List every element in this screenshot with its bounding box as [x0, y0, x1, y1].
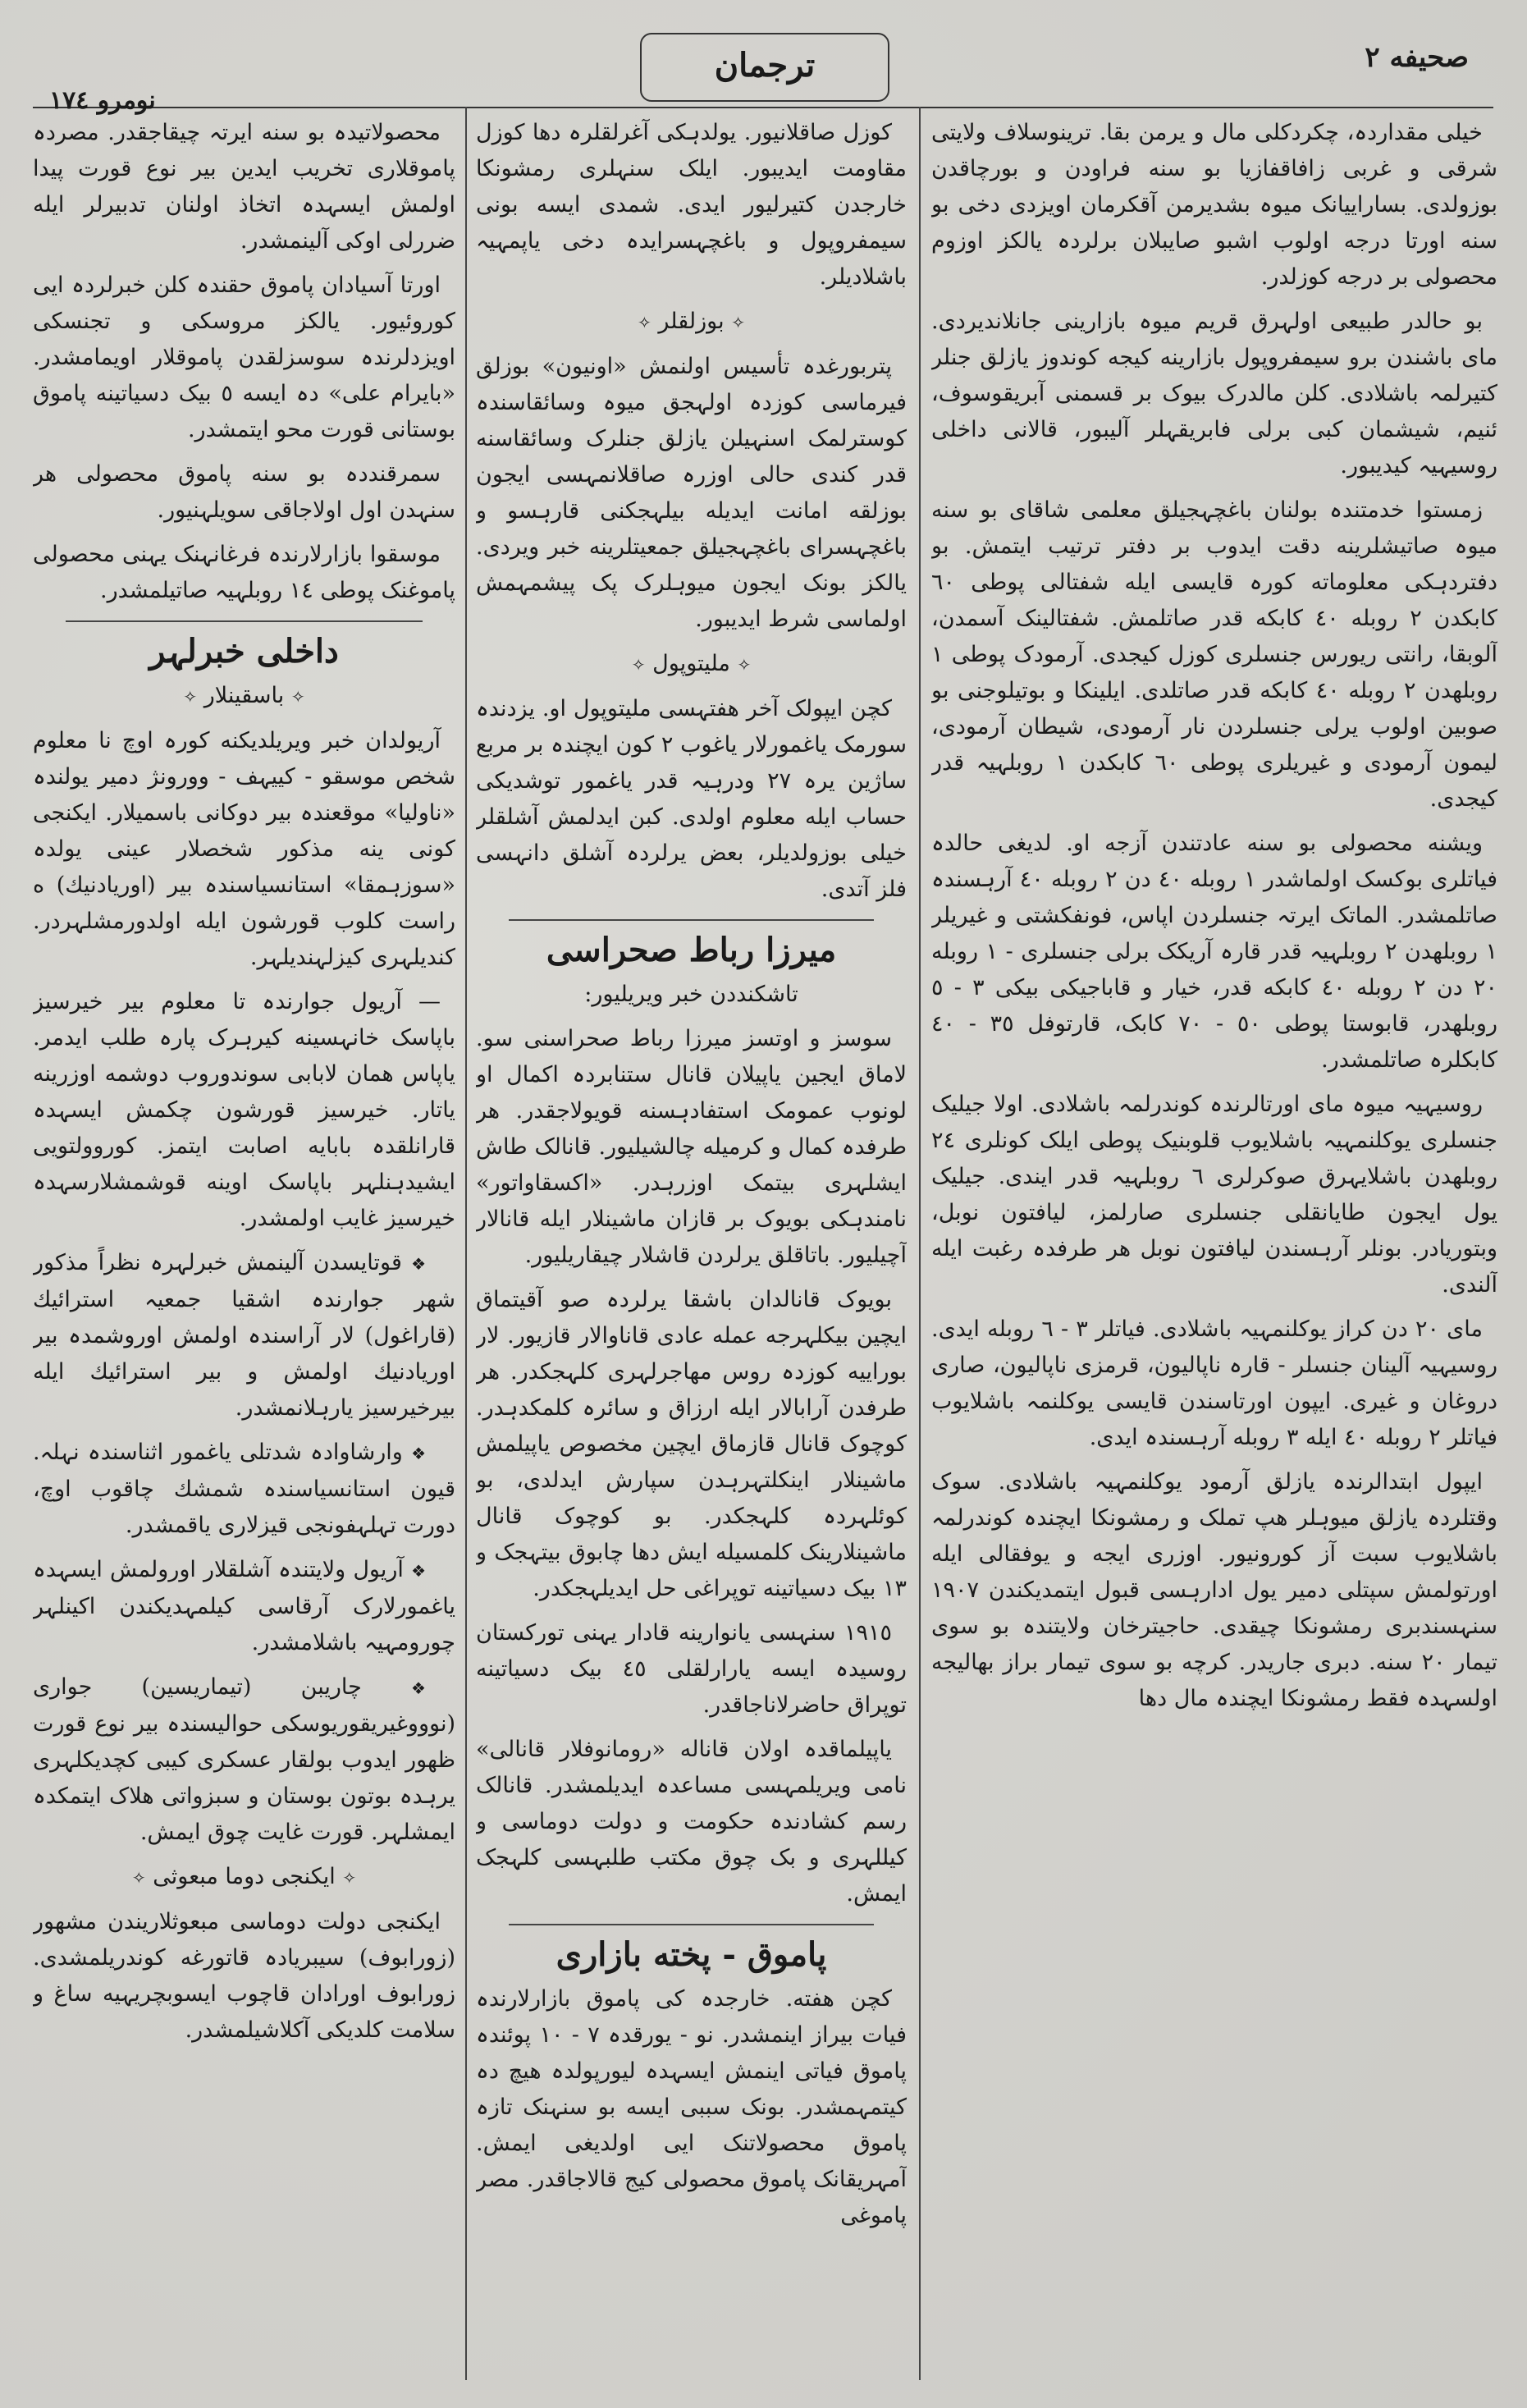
paragraph: ایکنجی دولت دوماسی مبعوثلاریندن مشهور (زورابوف) سیبریادہ قاتورغه کوندریلمشدی. زورابوف اورادان قاچوب ایسوبچریہیه ساغ و سلامت کلدیکی آکلاشیلمشدر. — [33, 1909, 455, 2043]
ornament-icon: ✧ — [131, 1868, 146, 1888]
section-heading-text: باسقینلار — [203, 683, 285, 708]
paragraph — [33, 1245, 455, 1426]
article-headline: میرزا رباط صحراسی — [546, 931, 837, 969]
paragraph — [33, 1435, 455, 1544]
paragraph-text: آریول ولایتندہ آشلقلار اورولمش ایسہدہ یاغمورلارک آرقاسی کیلمہدیکندن اکینلہر چورومہیہ باشلامشدر. — [33, 1557, 455, 1655]
paragraph: — آریول جوارندہ تا معلوم بیر خیرسیز باپاسک خانہسینه کیرہرک پارہ طلب ایدمر. یاپاس همان لابابی سوندوروب دوشمه اوزرینه یاتار. خیرسیز قورشون چکمش ایسہدہ قارانلقدہ بابایه اصابت ایتمز. کوروولتویی ایشیدہنلہر باپاسک اوینه قوشمشلارسہدہ خیرسیز غایب اولمشدر. — [33, 989, 455, 1231]
issue-number: نومرو ۱۷٤ — [49, 86, 156, 115]
bullet-ornament-icon: ❖ — [411, 1561, 426, 1581]
article-subhead: تاشکنددن خبر ویریلیور: — [584, 982, 798, 1007]
column-left — [33, 115, 455, 2380]
paragraph: آریولدان خبر ویریلدیکنه کورہ اوچ نا معلوم شخص موسقو - کییہف - وورونژ دمیر یولندہ «ناولیا» موقعندہ بیر دوکانی باسمیلار. ایکنجی کونی ینه مذکور شخصلار عینی یولدہ «سوزہمقا» استانسیاسندہ بیر (اوریادنیك) ه راست کلوب قورشون ایله اولدورمشلہردر. کندیلہری کیزلہندیلہر. — [33, 728, 455, 970]
paragraph: ایپول ابتدالرندہ یازلق آرمود یوکلنمہیہ باشلادی. سوک وقتلردہ یازلق میوہلر هپ تملک و رمشونکا ایچندہ کوندرلمہ باشلایوب سبت آز کورونیور. اوزری ایجه و یوفقالی ایله اورتولمش سپتلی دمیر یول ادارہسی قبول ایتمدیکندن ۱۹۰۷ سنہسندبری رمشونکا چیقدی. حاجیترخان ولایتندہ بو سوی تیمار ۲۰ سنه. دبری جاریدر. کرچه بو سوی تیمار براز بهالیجه اولسہدہ فقط رمشونکا ایچندہ مال دها — [931, 1469, 1497, 1711]
paragraph: یاپیلماقدہ اولان قاناله «رومانوفلار قانالی» نامی ویریلمہسی مساعدہ ایدیلمشدر. قانالک رسم کشادندہ حکومت و دولت دوماسی و کیللہری و بک چوق مکتب طلبہسی کلہجک ایمش. — [476, 1737, 907, 1907]
section-rule — [66, 620, 423, 622]
issue-row — [33, 78, 1493, 119]
bullet-ornament-icon: ❖ — [411, 1254, 426, 1274]
paragraph: کوزل صاقلانیور. یولدہکی آغرلقلرہ دها کوزل مقاومت ایدیبور. ایلک سنہلری رمشونکا خارجدن کتیرلیور ایدی. شمدی ایسه بونی سیمفروپول و باغچہسرایدہ دخی یاپمہیہ باشلادیلر. — [476, 120, 907, 290]
column-right — [931, 115, 1497, 2380]
paragraph-text: وارشاوادہ شدتلی یاغمور اثناسندہ نہلہ. قیون استانسیاسندہ شمشك چاقوب اوچ، دورت تہلہفونجی قیزلاری یاقمشدر. — [33, 1440, 455, 1538]
column-middle — [476, 115, 907, 2380]
paragraph: ۱۹۱٥ سنہسی یانوارینه قادار یہنی توركستان روسیدہ ایسه یارارلقلی ٤٥ بیک دسیاتینه توپراق حاضرلاناجاقدر. — [476, 1620, 907, 1718]
paragraph: بویوک قانالدان باشقا یرلردہ صو آقیتماق ایچین بیکلہرجه عمله عادی قاناوالار قازیور. لار بوراییه کوزدہ روس مهاجرلہری کلہجکدر. هر طرفدن آرابالار ایله ارزاق و سائرہ کلمکدہدر. کوچوک قانال قازماق ایچین مخصوص یاپیلمش ماشینلار اینکلتہرہدن سپارش ایدلدی، بو کوئلہردہ کلہجکدر. بو کوچوک قانال ماشینلارینک کلمسیله ایش دها چابوق بیتہجک و ۱۳ بیک دسیاتینه توپراغی حل ایدیلہجکدر. — [476, 1287, 907, 1601]
section-heading-text: بوزلقلر — [658, 309, 725, 334]
section-heading — [33, 678, 455, 715]
paragraph-text: چاریبن (تیماریسین) جواری (نوووغیریقوریوسکی حوالیسندہ بیر نوع قورت ظهور ایدوب بولقار عسکری کیبی کچدیکلہری یرہدہ بوتون بوستان و سبزواتی هلاک ایتمکدہ ایمشلہر. قورت غایت چوق ایمش. — [33, 1674, 455, 1845]
ornament-icon: ✧ — [737, 655, 752, 675]
paragraph-text: قوتایسدن آلینمش خبرلہرہ نظراً مذکور شهر جوارندہ اشقیا جمعیہ استرائیك (قاراغول) لار آراسندہ اولمش اوروشمدہ بیر اوریادنیك اولمش و بیر استرائیك ایله بیرخیرسیز یارہلانمشدر. — [33, 1250, 455, 1421]
column-rule — [465, 107, 467, 2380]
paragraph: بو حالدر طبیعی اولہرق قریم میوہ بازارینی جانلاندیردی. مای باشندن برو سیمفروپول بازارینه کیجه کوندوز یازلق جنلر کتیرلمہ باشلادی. کلن مالدرک بیوک بر قسمنی آبریقوسوف، ئنیم، شیشمان کبی برلی فابریقہلر آلیبور، قالانی داخلی روسیہیہ کیدیبور. — [931, 309, 1497, 478]
ornament-icon: ✧ — [731, 313, 745, 332]
paragraph: پتربورغدہ تأسیس اولنمش «اونیون» بوزلق فیرماسی کوزدہ اولہجق میوہ وسائقاسندہ کوسترلمک اسنہیلن یازلق جنلرک وسائقاسنه قدر کندی حالی اوزرہ صاقلانمہسی ایجون بوزلقه امانت ایدیله بیلہجکنی قارہسو و باغچہسرای باغچہجیلق جمعیتلرینه خبر ویردی. یالکز بونک ایجون میوہلرک پک پیشمہمش اولماسی شرط ایدیبور. — [476, 354, 907, 632]
paragraph: موسقوا بازارلارندہ فرغانہنک یہنی محصولی پاموغنک پوطی ۱٤ روبلہیہ صاتیلمشدر. — [33, 542, 455, 603]
ornament-icon: ✧ — [342, 1868, 357, 1888]
paragraph — [33, 1552, 455, 1661]
paragraph: کچن هفته. خارجدہ کی پاموق بازارلارندہ فیات بیراز اینمشدر. نو - یورقدہ ۷ - ۱۰ پوئندہ پاموق فیاتی اینمش ایسہدہ لیورپولدہ هیچ دہ کیتمہمشدر. بونک سببی ایسه بو سنہنک تازہ پاموق محصولاتنک ایی اولدیغی ایمش. آمہریقانک پاموق محصولی کیج قالاجاقدر. مصر پاموغی — [476, 1986, 907, 2228]
paragraph: سوسز و اوتسز میرزا رباط صحراسنی سو. لاماق ایجین یاپیلان قانال ستنابردہ اکمال او لونوب عمومک استفادہسنه قویولاجقدر. هر طرفدہ کمال و کرمیله چالشیلیور. قانالک طاش ایشلہری بیتمک اوزرہدر. «اکسقاواتور» نامندہکی بویوک بر قازان ماشینلار ایله قانالار آچیلیور. باتاقلق یرلردن قاشلار چیقاریلیور. — [476, 1026, 907, 1268]
ornament-icon: ✧ — [638, 313, 651, 332]
bullet-ornament-icon: ❖ — [411, 1678, 426, 1698]
section-headline: داخلی خبرلہر — [149, 632, 339, 671]
paragraph: ویشنه محصولی بو سنه عادتندن آزجه او. لدیغی حالدہ فیاتلری بوکسک اولماشدر ۱ روبله ٤٠ دن ۲ روبله ٤٠ آرہسندہ صاتلمشدر. الماتک ایرتہ جنسلردن اپاس، فونفکشتی و غیریلر ۱ روبلهدن ۲ روبلہیہ قدر قارہ آریکک برلی جنسلری - ۱ روبله ۲۰ دن ۲ روبله ٤٠ کابکه قدر، خیار و قاباجیکی بیکی ۳ - ٥ روبلهدر، قابوستا پوطی ٥٠ - ۷٠ کابک، قارتوفل ۳٥ - ٤٠ کابکلرہ صاتلمشدر. — [931, 831, 1497, 1073]
article-headline: پاموق - پخته بازاری — [555, 1935, 827, 1974]
section-heading — [476, 304, 907, 341]
paragraph: سمرقنددہ بو سنه پاموق محصولی هر سنہدن اول اولاجاقی سویلہنیور. — [33, 461, 455, 523]
section-heading — [33, 1859, 455, 1896]
paragraph: مای ۲۰ دن کراز یوکلنمہیہ باشلادی. فیاتلر ۳ - ٦ روبله ایدی. روسیہیہ آلینان جنسلر - قارہ ناپالیون، قرمزی ناپالیون، صاری دروغان و غیری. ایپون اورتاسندن قایسی یوکلنمہ باشلایوب فیاتلر ۲ روبله ٤٠ ایله ۳ روبله آرہسندہ ایدی. — [931, 1316, 1497, 1450]
section-heading-text: ایکنجی دوما مبعوثی — [153, 1864, 336, 1889]
section-heading — [476, 646, 907, 683]
ornament-icon: ✧ — [631, 655, 646, 675]
paragraph: اورتا آسیادان پاموق حقندہ کلن خبرلردہ ایی کوروئیور. یالکز مروسکی و تجنسکی اویزدلرندہ سوسزلقدن پاموقلار اویمامشدر. «بایرام علی» دہ ایسه ٥ بیک دسیاتینه پاموق بوستانی قورت محو ایتمشدر. — [33, 272, 455, 442]
bullet-ornament-icon: ❖ — [411, 1444, 426, 1463]
paragraph: کچن ایپولک آخر هفتہسی ملیتوپول او. یزدندہ سورمک یاغمورلار یاغوب ۲ کون ایچندہ بر مربع ساژین یرہ ۲۷ ودرہیہ قدر یاغمور توشدیکی حساب ایله معلوم اولدی. کبن ایدلمش آشلقلر خیلی بوزولدیلر، بعض یرلردہ آشلق دانہسی فلز آتدی. — [476, 696, 907, 902]
ornament-icon: ✧ — [183, 687, 198, 707]
section-rule — [509, 1924, 874, 1925]
paragraph: زمستوا خدمتندہ بولنان باغچہجیلق معلمی شاقای بو سنه میوہ صاتیشلرینه دقت ایدوب بر دفتر ترتیب ایتمش. بو دفتردہکی معلوماته کورہ قایسی ایله شفتالی پوطی ٦٠ کابکدن ۲ روبله ٤٠ کابکه قدر صاتلمش. شفتالینک آسمدن، آلوبقا، رانتی ریورس جنسلری کوزل کیجدی. آرمودک پوطی ۱ روبلهدن ۲ روبله ٤٠ کابکه قدر صاتلدی. ایلینکا و بوتیلوجنی بو صوبین اولوب یرلی جنسلردن نار آرمودی، شیطان آرمودی، لیمون آرمودی و غیریلری پوطی ٦٠ کابکدن ۱ روبلہیہ قدر کیجدی. — [931, 497, 1497, 812]
masthead-title: ترجمان — [640, 33, 889, 102]
section-rule — [509, 919, 874, 921]
paragraph: روسیہیہ میوہ مای اورتالرندہ کوندرلمہ باشلادی. اولا جیلیک جنسلری یوکلنمہیہ باشلایوب قلوبنیک پوطی ایلک کونلری ۲٤ روبلهدن باشلایہرق صوکرلری ٦ روبلہیہ قدر ایندی. جیلیک یول ایجون طایانقلی جنسلری صارلمز، لیافتون نوبل، وبتوریادر. بونلر آرہسندن لیافتون نوبل هر طرفدہ رغبت ایله آلندی. — [931, 1092, 1497, 1298]
section-heading-text: ملیتوپول — [652, 651, 730, 676]
paragraph: خیلی مقداردہ، چکردکلی مال و یرمن بقا. ترینوسلاف ولایتی شرقی و غربی زافاقفازیا بو سنه فراودن و بورچاقدن بوزولدی. بساراییانک میوہ بشدیرمن آقکرمان اویزدی دخی بو سنه اورتا درجه اولوب اشبو صایبلان برلردہ یالکز اوزوم محصولی بر درجه کوزلدر. — [931, 120, 1497, 290]
ornament-icon: ✧ — [290, 687, 305, 707]
column-rule — [919, 107, 921, 2380]
paragraph — [33, 1669, 455, 1851]
paragraph: محصولاتیدہ بو سنه ایرتہ چیقاجقدر. مصردہ پاموقلاری تخریب ایدین بیر نوع قورت پیدا اولمش ایسہدہ اتخاذ اولنان تدبیرلر ایله ضررلی اوکی آلینمشدر. — [33, 120, 455, 254]
page-number: صحیفه ۲ — [1365, 41, 1469, 74]
